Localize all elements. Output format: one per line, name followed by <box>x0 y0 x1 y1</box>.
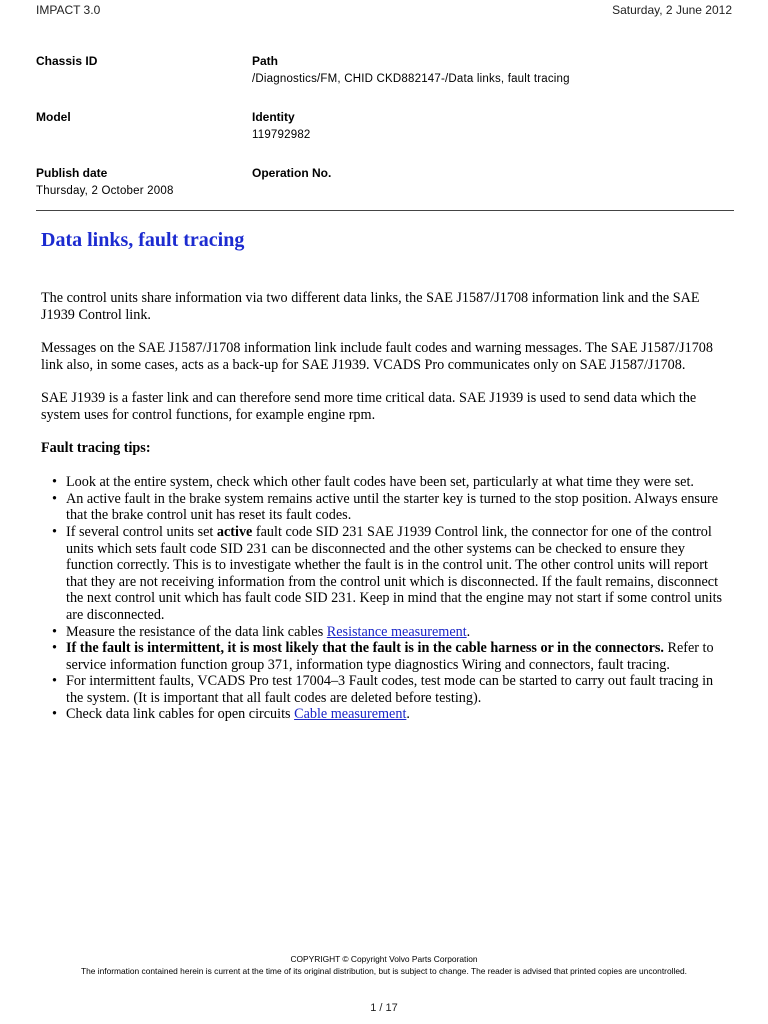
bullet-icon: • <box>52 706 57 723</box>
meta-row-chassis <box>36 54 736 110</box>
meta-row-model <box>36 110 736 166</box>
tip-text: For intermittent faults, VCADS Pro test 17004–3 Fault codes, test mode can be started to carry out fault tracing in the system. (It is important that all fault codes are deleted before testing). <box>66 673 714 706</box>
paragraph-messages: Messages on the SAE J1587/J1708 information link include fault codes and warning messages. The SAE J1587/J1708 link also, in some cases, acts as a back-up for SAE J1939. VCADS Pro communicates only on SAE J1587/J1708. <box>41 340 713 373</box>
document-metadata <box>36 54 736 222</box>
chassis-id-label: Chassis ID <box>36 54 98 68</box>
document-title: Data links, fault tracing <box>41 229 245 251</box>
tip-text: Check data link cables for open circuits <box>66 706 295 723</box>
model-label: Model <box>36 110 71 124</box>
tip-text: . <box>406 706 410 723</box>
tip-bold-text: If the fault is intermittent, it is most likely that the fault is in the cable harness or in the connectors. <box>66 640 664 657</box>
bullet-icon: • <box>52 474 57 491</box>
page-number: 1 / 17 <box>370 1002 398 1014</box>
tip-text: Refer to service information function group 371, information type diagnostics Wiring and connectors, fault tracing. <box>66 640 714 673</box>
print-date: Saturday, 2 June 2012 <box>612 3 732 17</box>
tips-heading: Fault tracing tips: <box>41 439 151 456</box>
tip-text: Measure the resistance of the data link cables <box>66 623 327 640</box>
document-body <box>41 226 731 723</box>
publish-date-value: Thursday, 2 October 2008 <box>36 185 174 197</box>
tip-bold-text: active <box>216 523 253 540</box>
list-item <box>52 523 731 624</box>
publish-date-label: Publish date <box>36 166 108 180</box>
tip-text: An active fault in the brake system remains active until the starter key is turned to the stop position. Always ensure that the brake control unit has reset its fault codes. <box>66 490 719 524</box>
list-item <box>52 706 731 723</box>
top-bar <box>36 3 732 19</box>
bullet-icon: • <box>52 523 57 540</box>
tip-text: fault code SID 231 SAE J1939 Control link, the connector for one of the control units which sets fault code SID 231 can be disconnected and the other systems can be checked to ensure they function correctly. This is to investigate whether the fault is in the control unit. The other control units will report that they are not receiving information from the control unit which is disconnected. If the fault remains, disconnect the next control unit which has fault code SID 231. Keep in mind that the engine may not start if some control units are disconnected. <box>66 523 723 623</box>
list-item <box>52 623 731 641</box>
list-item <box>52 640 731 673</box>
meta-row-publish <box>36 166 736 222</box>
list-item <box>52 490 731 524</box>
path-label: Path <box>252 54 279 68</box>
tip-text: If several control units set <box>66 523 217 540</box>
bullet-icon: • <box>52 673 57 690</box>
header-divider <box>36 210 734 211</box>
identity-label: Identity <box>252 110 295 124</box>
tip-text: . <box>466 623 471 640</box>
bullet-icon: • <box>52 640 57 657</box>
disclaimer-text: The information contained herein is current at the time of its original distribution, but is subject to change. The reader is advised that printed copies are uncontrolled. <box>81 966 687 976</box>
resistance-measurement-link[interactable]: Resistance measurement <box>326 623 467 640</box>
paragraph-j1939: SAE J1939 is a faster link and can therefore send more time critical data. SAE J1939 is used to send data which the system uses for control functions, for example engine rpm. <box>41 390 697 423</box>
tip-text: Look at the entire system, check which other fault codes have been set, particularly at what time they were set. <box>66 474 694 491</box>
operation-no-label: Operation No. <box>252 166 332 180</box>
paragraph-data-links: The control units share information via two different data links, the SAE J1587/J1708 information link and the SAE J1939 Control link. <box>41 290 700 323</box>
identity-value: 119792982 <box>252 129 311 141</box>
app-name: IMPACT 3.0 <box>36 3 101 17</box>
footer <box>0 953 768 977</box>
list-item <box>52 474 731 491</box>
cable-measurement-link[interactable]: Cable measurement <box>294 706 407 723</box>
tips-list <box>41 474 731 723</box>
copyright-text: COPYRIGHT © Copyright Volvo Parts Corporation <box>290 954 478 964</box>
bullet-icon: • <box>52 623 57 640</box>
path-value: /Diagnostics/FM, CHID CKD882147-/Data links, fault tracing <box>252 73 570 85</box>
list-item <box>52 673 731 706</box>
bullet-icon: • <box>52 490 57 507</box>
